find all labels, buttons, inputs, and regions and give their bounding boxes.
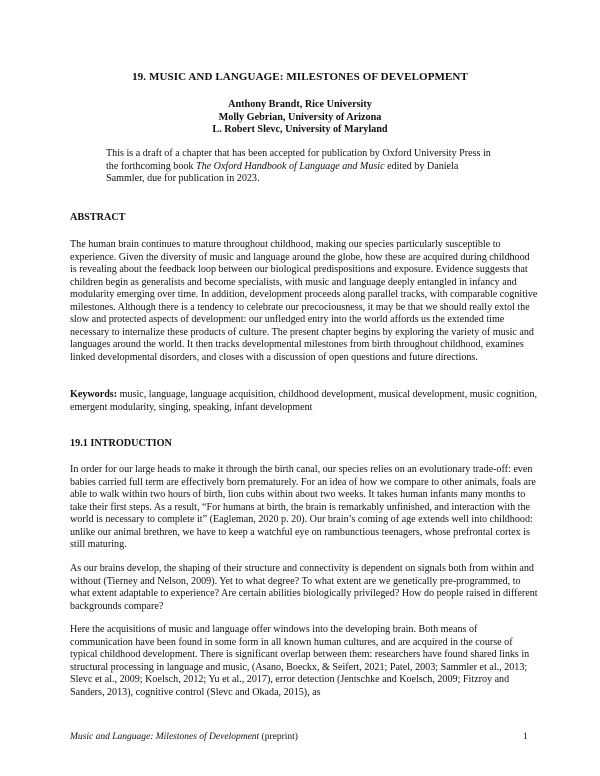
author-list (0, 99, 600, 137)
keywords-text: music, language, language acquisition, childhood development, musical development, music cognition, emergent modularity, singing, speaking, infant development (70, 389, 538, 413)
author-line: Anthony Brandt, Rice University (228, 99, 372, 110)
intro-paragraph-1: In order for our large heads to make it through the birth canal, our species relies on an evolutionary trade-off: even babies carried full term are effectively born prematurely. For an idea of how we compare to other animals, foals are able to walk within two hours of birth, lion cubs within about two weeks. It takes human infants many months to take their first steps. As a result, “For humans at birth, the brain is remarkably unfinished, and interaction with the world is necessary to complete it” (Eagleman, 2020 p. 20). Our brain’s coming of age extends well into childhood: unlike our animal brethren, we have to keep a watchful eye on rambunctious teenagers, whose prefrontal cortex is still maturing. (70, 464, 536, 551)
author-line: Molly Gebrian, University of Arizona (218, 111, 382, 123)
draft-note (106, 148, 496, 186)
chapter-title: 19. MUSIC AND LANGUAGE: MILESTONES OF DEVELOPMENT (132, 71, 468, 83)
footer-title: Music and Language: Milestones of Development (70, 732, 260, 742)
book-title: The Oxford Handbook of Language and Music (196, 160, 385, 172)
intro-heading: 19.1 INTRODUCTION (70, 438, 172, 449)
draft-note-text: This is a draft of a chapter that has been accepted for publication by Oxford University Press in the forthcoming book (106, 148, 491, 172)
keywords-paragraph (70, 389, 538, 414)
keywords-label: Keywords: (70, 389, 118, 400)
running-footer (70, 732, 530, 742)
draft-note-text-end: edited by Daniela Sammler, due for publication in 2023. (106, 160, 459, 185)
author-line: L. Robert Slevc, University of Maryland (212, 124, 388, 135)
abstract-heading: ABSTRACT (70, 212, 126, 223)
page-number: 1 (523, 732, 528, 742)
intro-paragraph-3: Here the acquisitions of music and language offer windows into the developing brain. Both means of communication have been found in some form in all known human cultures, and are acquired in the course of typical childhood development. There is significant overlap between them: researchers have found shared links in structural processing in language and music, (Asano, Boeckx, & Seifert, 2021; Patel, 2003; Sammler et al., 2013; Slevc et al., 2009; Koelsch, 2012; Yu et al., 2017), error detection (Jentschke and Koelsch, 2009; Fitzroy and Sanders, 2013), cognitive control (Slevc and Okada, 2015), as (70, 624, 530, 698)
abstract-text: The human brain continues to mature throughout childhood, making our species particularly susceptible to experience. Given the diversity of music and language around the globe, how these are acquired during childhood is revealing about the feedback loop between our biological predispositions and exposure. Evidence suggests that children begin as generalists and become specialists, with music and language deeply entangled in infancy and modularity emerging over time. In addition, development proceeds along parallel tracks, with comparable cognitive milestones. Although there is a tendency to celebrate our precociousness, it may be that we should really extol the slow and protected aspects of development: our unfledged entry into the world affords us the extended time necessary to internalize these products of culture. The present chapter begins by exploring the variety of music and languages around the world. It then tracks developmental milestones from birth throughout childhood, examines linked developmental disorders, and closes with a discussion of open questions and future directions. (70, 239, 538, 363)
intro-paragraph-2: As our brains develop, the shaping of their structure and connectivity is dependent on signals both from within and without (Tierney and Nelson, 2009). Yet to what degree? To what extent are we genetically pre-programmed, to what extent adaptable to experience? Are certain abilities biologically privileged? How do people raised in different backgrounds compare? (70, 563, 538, 612)
footer-suffix: (preprint) (259, 732, 298, 742)
